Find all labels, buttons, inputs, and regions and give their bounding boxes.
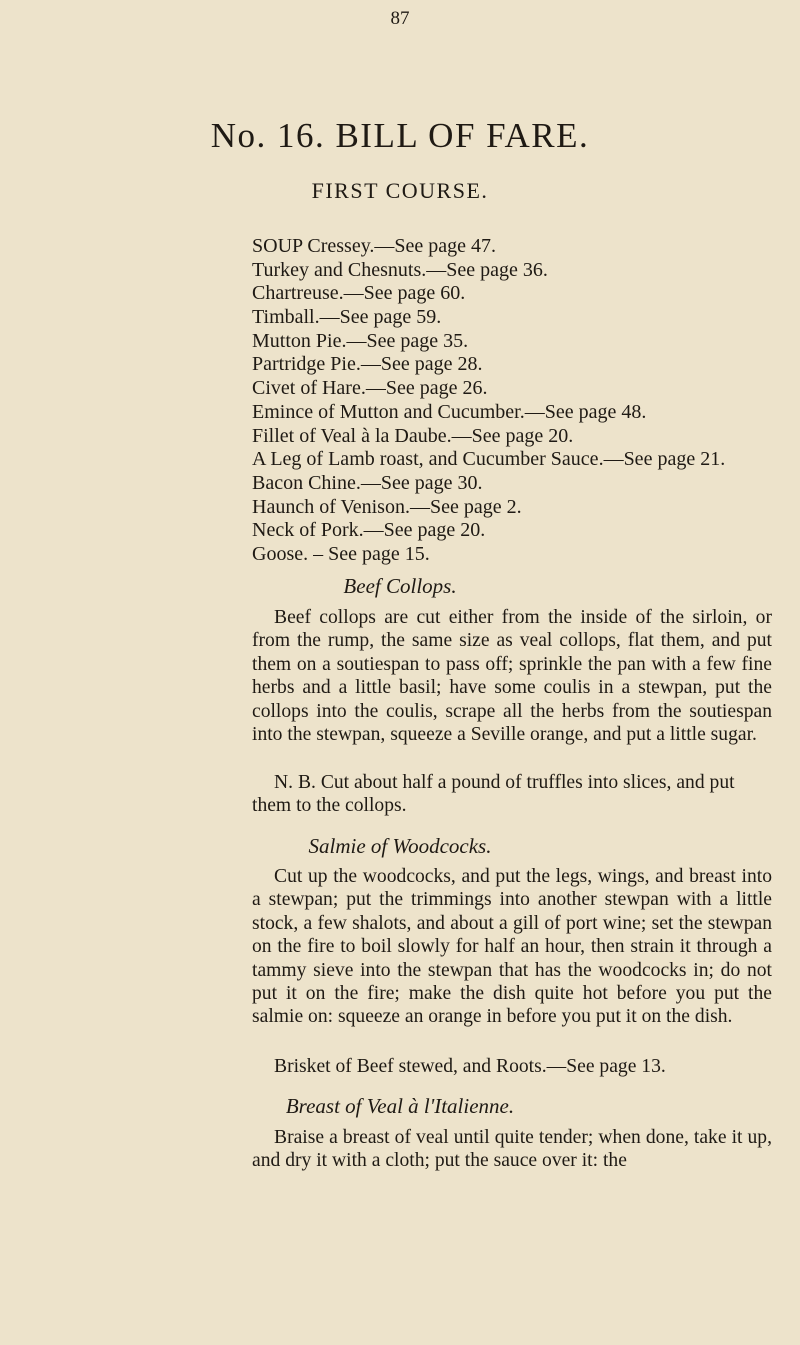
menu-item: Civet of Hare.—See page 26.: [252, 377, 488, 400]
menu-item: SOUP Cressey.—See page 47.: [252, 235, 497, 257]
menu-item: Fillet of Veal à la Daube.—See page 20.: [252, 424, 574, 447]
menu-item: Turkey and Chesnuts.—See page 36.: [252, 258, 548, 281]
salmie-heading: Salmie of Woodcocks.: [308, 834, 492, 858]
beef-collops-heading: Beef Collops.: [343, 574, 457, 598]
menu-list: [252, 235, 772, 567]
menu-item: Chartreuse.—See page 60.: [252, 282, 466, 305]
menu-item: Goose. – See page 15.: [252, 542, 430, 565]
beef-collops-note: N. B. Cut about half a pound of truffles into slices, and put them to the collops.: [252, 772, 735, 817]
brisket-line: Brisket of Beef stewed, and Roots.—See page 13.: [274, 1056, 666, 1077]
menu-item: Emince of Mutton and Cucumber.—See page 48.: [252, 400, 647, 423]
salmie-recipe: Cut up the woodcocks, and put the legs, wings, and breast into a stewpan; put the trimmings into another stewpan with a little stock, a few shalots, and about a gill of port wine; set the stewpan on the fire to boil slowly for half an hour, then strain it through a tammy sieve into the stewpan that has the woodcocks in; do not put it on the fire; make the dish quite hot before you put the salmie on: squeeze an orange in before you put it on the dish.: [252, 866, 772, 1028]
bill-of-fare-title: No. 16. BILL OF FARE.: [210, 116, 590, 155]
menu-item: Partridge Pie.—See page 28.: [252, 353, 483, 376]
breast-of-veal-recipe: Braise a breast of veal until quite tender; when done, take it up, and dry it with a cloth; put the sauce over it: the: [252, 1127, 772, 1172]
breast-of-veal-heading: Breast of Veal à l'Italienne.: [285, 1094, 515, 1118]
menu-item: Bacon Chine.—See page 30.: [252, 471, 483, 494]
menu-item: Haunch of Venison.—See page 2.: [252, 495, 522, 518]
menu-item: Timball.—See page 59.: [252, 306, 442, 329]
menu-item: Neck of Pork.—See page 20.: [252, 519, 486, 542]
menu-item: A Leg of Lamb roast, and Cucumber Sauce.—See page 21.: [252, 448, 726, 471]
beef-collops-recipe: Beef collops are cut either from the inside of the sirloin, or from the rump, the same size as veal collops, flat them, and put them on a soutiespan to pass off; sprinkle the pan with a few fine herbs and a little basil; have some coulis in a stewpan, put the collops into the coulis, scrape all the herbs from the soutiespan into the stewpan, squeeze a Seville orange, and put a little sugar.: [252, 607, 772, 746]
page-number: 87: [390, 8, 410, 29]
menu-item: Mutton Pie.—See page 35.: [252, 329, 469, 352]
course-title: FIRST COURSE.: [311, 178, 489, 203]
